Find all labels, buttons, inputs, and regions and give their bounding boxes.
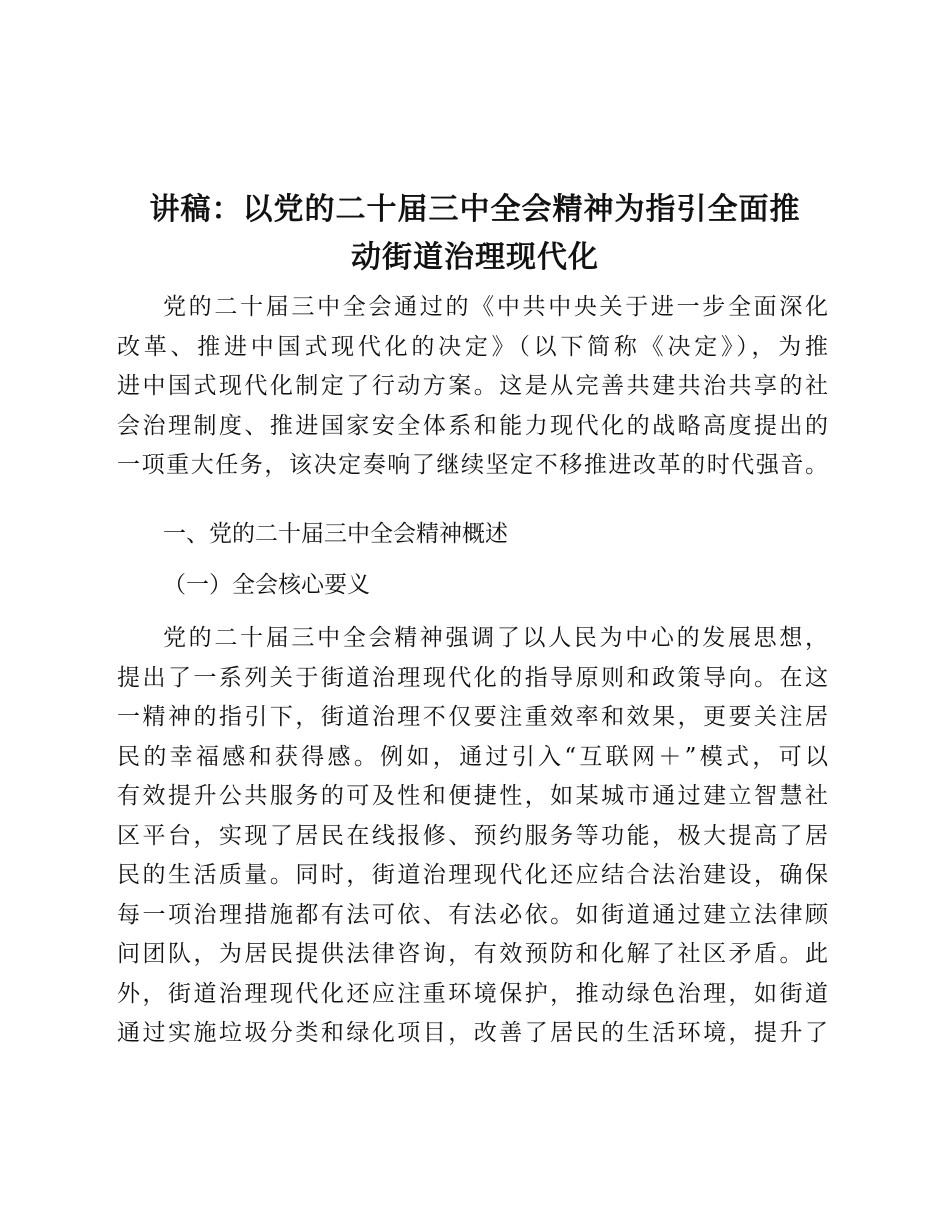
text-line: 外，街道治理现代化还应注重环境保护，推动绿色治理，如街道 — [117, 980, 828, 1007]
subsection-heading — [117, 566, 828, 606]
body-paragraph — [117, 619, 828, 1054]
text-line: 进中国式现代化制定了行动方案。这是从完善共建共治共享的社 — [117, 373, 828, 399]
text-line: 党的二十届三中全会精神强调了以人民为中心的发展思想， — [163, 625, 828, 651]
text-line: 问团队，为居民提供法律咨询，有效预防和化解了社区矛盾。此 — [117, 941, 828, 967]
text-line: 一项重大任务，该决定奏响了继续坚定不移推进改革的时代强音。 — [117, 452, 828, 478]
section-heading-text: 一、党的二十届三中全会精神概述 — [163, 521, 508, 547]
text-line: 通过实施垃圾分类和绿化项目，改善了居民的生活环境，提升了 — [117, 1020, 828, 1046]
text-line: 一精神的指引下，街道治理不仅要注重效率和效果，更要关注居 — [117, 704, 828, 730]
text-line: 民的幸福感和获得感。例如，通过引入“互联网＋”模式，可以 — [117, 743, 828, 770]
section-heading — [117, 515, 828, 555]
intro-paragraph — [117, 288, 828, 486]
text-line: 党的二十届三中全会通过的《中共中央关于进一步全面深化 — [163, 294, 828, 320]
title-line-2: 动街道治理现代化 — [351, 240, 599, 275]
text-line: 民的生活质量。同时，街道治理现代化还应结合法治建设，确保 — [117, 862, 828, 888]
text-line: 每一项治理措施都有法可依、有法必依。如街道通过建立法律顾 — [117, 901, 828, 928]
text-line: 有效提升公共服务的可及性和便捷性，如某城市通过建立智慧社 — [117, 783, 828, 809]
title-line-1: 讲稿：以党的二十届三中全会精神为指引全面推 — [149, 192, 801, 227]
text-line: 会治理制度、推进国家安全体系和能力现代化的战略高度提出的 — [117, 412, 828, 439]
subsection-heading-text: （一）全会核心要义 — [163, 572, 370, 598]
text-line: 区平台，实现了居民在线报修、预约服务等功能，极大提高了居 — [117, 822, 828, 849]
text-line: 提出了一系列关于街道治理现代化的指导原则和政策导向。在这 — [117, 664, 828, 691]
document-title — [110, 186, 840, 282]
text-line: 改革、推进中国式现代化的决定》（以下简称《决定》），为推 — [117, 333, 828, 360]
